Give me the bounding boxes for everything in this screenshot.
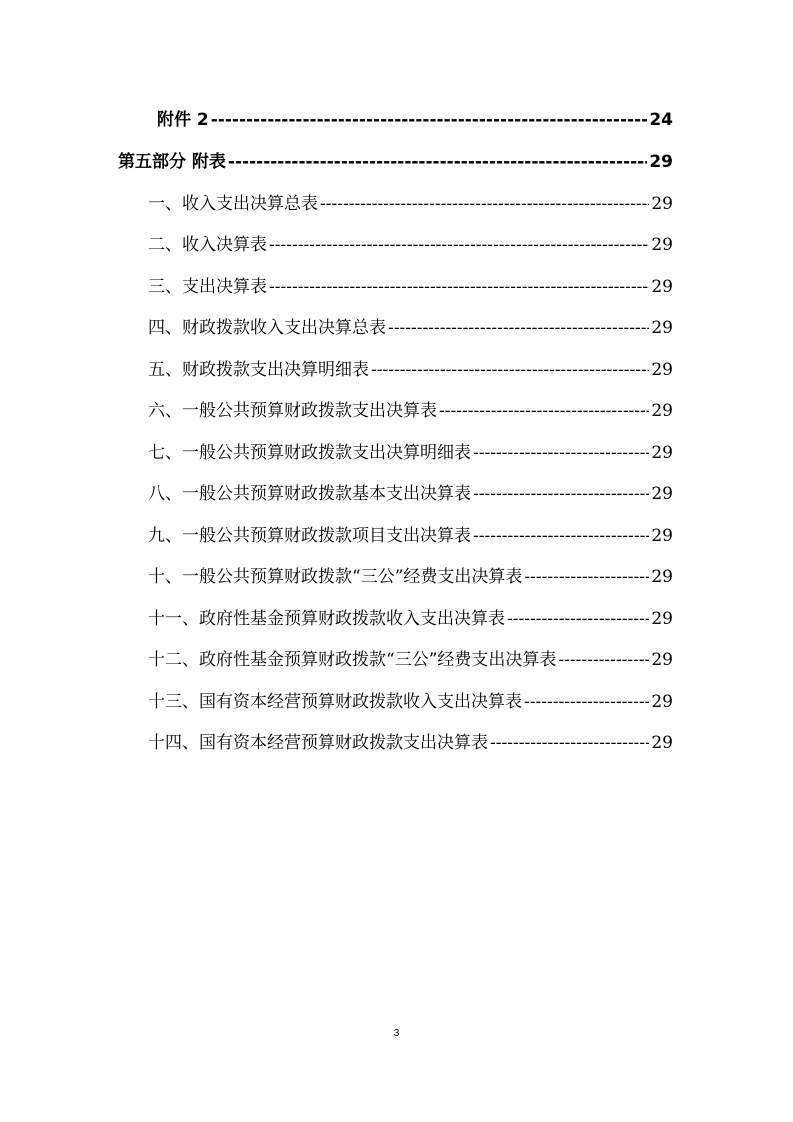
toc-entry-page: 29 bbox=[651, 484, 673, 504]
toc-entry-page: 29 bbox=[651, 235, 673, 255]
toc-entry[interactable] bbox=[148, 272, 673, 298]
page-number: 3 bbox=[393, 1028, 400, 1039]
toc-entry-page: 29 bbox=[651, 443, 673, 463]
toc-entry-title: 第五部分 附表 bbox=[118, 152, 226, 172]
toc-leader-dots bbox=[558, 649, 649, 671]
toc-leader-dots bbox=[524, 566, 649, 588]
toc-entry-title: 十二、政府性基金预算财政拨款“三公”经费支出决算表 bbox=[148, 650, 557, 670]
toc-entry[interactable] bbox=[148, 728, 673, 754]
toc-entry-title: 十一、政府性基金预算财政拨款收入支出决算表 bbox=[148, 609, 505, 629]
toc-entry-page: 29 bbox=[651, 401, 673, 421]
toc-entry-page: 29 bbox=[651, 567, 673, 587]
toc-entry[interactable] bbox=[148, 479, 673, 505]
toc-entry-page: 29 bbox=[651, 526, 673, 546]
toc-entry-title: 九、一般公共预算财政拨款项目支出决算表 bbox=[148, 526, 471, 546]
toc-leader-dots bbox=[269, 234, 649, 256]
toc-entry-title: 十、一般公共预算财政拨款“三公”经费支出决算表 bbox=[148, 567, 523, 587]
toc-entry-page: 29 bbox=[651, 318, 673, 338]
toc-entry[interactable] bbox=[148, 521, 673, 547]
toc-entry-page: 24 bbox=[649, 110, 673, 130]
toc-entry-title: 三、支出决算表 bbox=[148, 277, 267, 297]
toc-leader-dots bbox=[473, 442, 649, 464]
toc-entry-title: 四、财政拨款收入支出决算总表 bbox=[148, 318, 386, 338]
toc-entry-title: 五、财政拨款支出决算明细表 bbox=[148, 360, 369, 380]
toc-entry[interactable] bbox=[148, 604, 673, 630]
toc-entry[interactable] bbox=[148, 645, 673, 671]
toc-leader-dots bbox=[371, 359, 649, 381]
toc-leader-dots bbox=[388, 317, 649, 339]
toc-entry-title: 十三、国有资本经营预算财政拨款收入支出决算表 bbox=[148, 692, 522, 712]
toc-leader-dots bbox=[211, 109, 648, 131]
toc-entry[interactable] bbox=[148, 396, 673, 422]
toc-entry[interactable] bbox=[148, 313, 673, 339]
toc-entry-attachment-2[interactable] bbox=[157, 105, 673, 131]
toc-entry-page: 29 bbox=[651, 650, 673, 670]
toc-entry[interactable] bbox=[148, 230, 673, 256]
toc-entry[interactable] bbox=[148, 355, 673, 381]
toc-entry-page: 29 bbox=[651, 692, 673, 712]
toc-leader-dots bbox=[473, 483, 649, 505]
toc-entry[interactable] bbox=[148, 562, 673, 588]
toc-entry-part-5[interactable] bbox=[118, 147, 673, 173]
toc-entry-title: 二、收入决算表 bbox=[148, 235, 267, 255]
toc-entry[interactable] bbox=[148, 189, 673, 215]
toc-entry-title: 附件 2 bbox=[157, 110, 209, 130]
toc-entry-title: 一、收入支出决算总表 bbox=[148, 194, 318, 214]
toc-leader-dots bbox=[507, 608, 649, 630]
toc-entry-title: 八、一般公共预算财政拨款基本支出决算表 bbox=[148, 484, 471, 504]
toc-leader-dots bbox=[490, 732, 649, 754]
toc-leader-dots bbox=[228, 151, 647, 173]
toc-entry[interactable] bbox=[148, 687, 673, 713]
toc-leader-dots bbox=[269, 276, 649, 298]
toc-entry-page: 29 bbox=[651, 360, 673, 380]
toc-entry-page: 29 bbox=[651, 609, 673, 629]
toc-leader-dots bbox=[524, 691, 649, 713]
toc-entry[interactable] bbox=[148, 438, 673, 464]
toc-leader-dots bbox=[473, 525, 649, 547]
toc-entry-page: 29 bbox=[651, 194, 673, 214]
toc-entry-title: 七、一般公共预算财政拨款支出决算明细表 bbox=[148, 443, 471, 463]
toc-leader-dots bbox=[320, 193, 649, 215]
toc-entry-page: 29 bbox=[651, 277, 673, 297]
toc-entry-page: 29 bbox=[651, 733, 673, 753]
toc-entry-title: 十四、国有资本经营预算财政拨款支出决算表 bbox=[148, 733, 488, 753]
toc-entry-title: 六、一般公共预算财政拨款支出决算表 bbox=[148, 401, 437, 421]
toc-leader-dots bbox=[439, 400, 649, 422]
toc-entry-page: 29 bbox=[649, 152, 673, 172]
